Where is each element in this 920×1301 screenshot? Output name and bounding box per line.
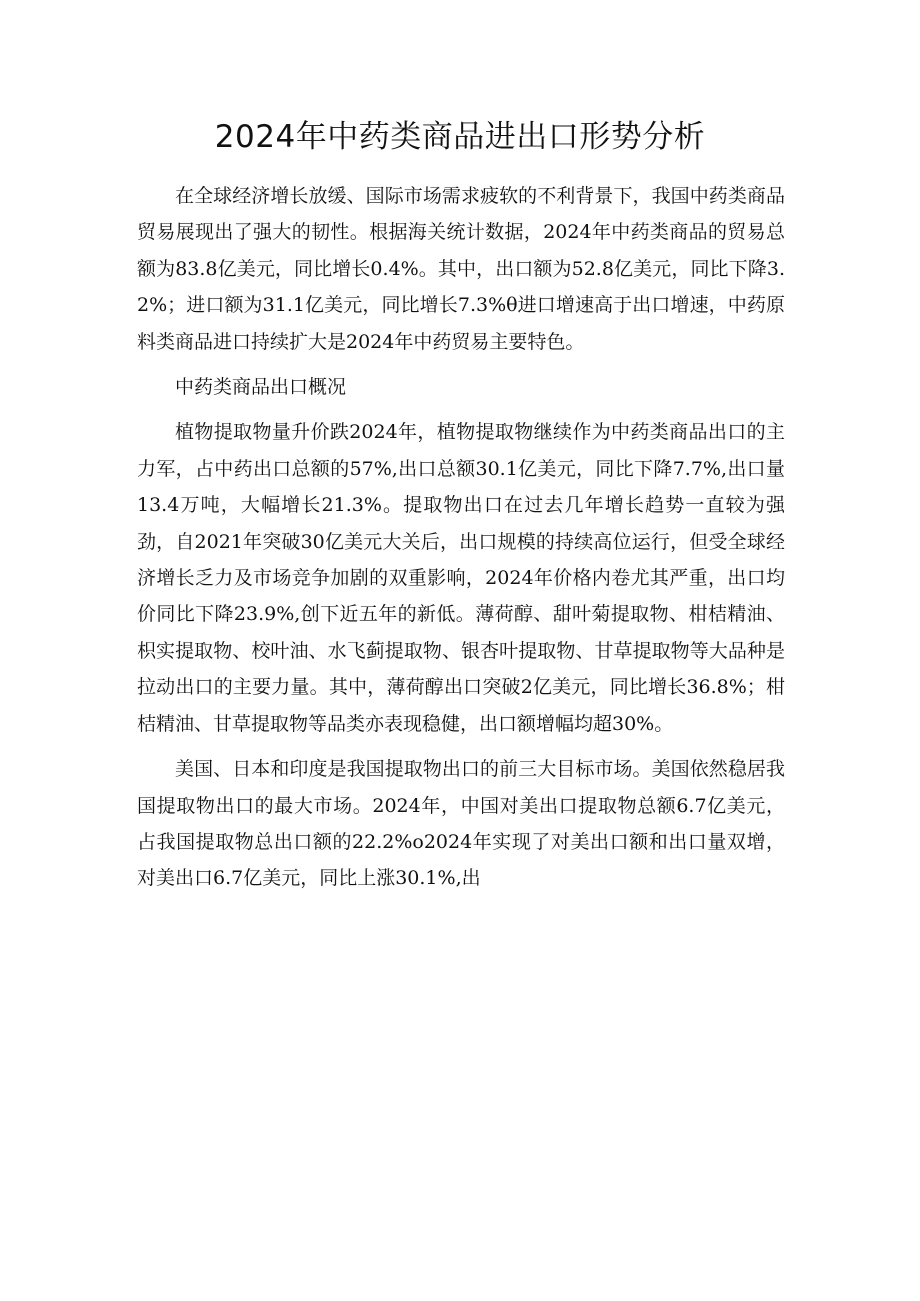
document-title: 2024年中药类商品进出口形势分析	[214, 119, 706, 155]
section-heading: 中药类商品出口概况	[175, 376, 347, 399]
paragraph-export-markets: 美国、日本和印度是我国提取物出口的前三大目标市场。美国依然稳居我国提取物出口的最大市场。2024年，中国对美出口提取物总额6.7亿美元，占我国提取物总出口额的22.2%o2024年实现了对美出口额和出口量双增，对美出口6.7亿美元，同比上涨30.1%,出	[137, 758, 785, 890]
document-body	[137, 178, 785, 906]
paragraph-intro: 在全球经济增长放缓、国际市场需求疲软的不利背景下，我国中药类商品贸易展现出了强大的韧性。根据海关统计数据，2024年中药类商品的贸易总额为83.8亿美元，同比增长0.4%。其中，出口额为52.8亿美元，同比下降3.2%；进口额为31.1亿美元，同比增长7.3%θ进口增速高于出口增速，中药原料类商品进口持续扩大是2024年中药贸易主要特色。	[137, 185, 785, 353]
paragraph-plant-extracts: 植物提取物量升价跌2024年，植物提取物继续作为中药类商品出口的主力军，占中药出口总额的57%,出口总额30.1亿美元，同比下降7.7%,出口量13.4万吨，大幅增长21.3%。提取物出口在过去几年增长趋势一直较为强劲，自2021年突破30亿美元大关后，出口规模的持续高位运行，但受全球经济增长乏力及市场竞争加剧的双重影响，2024年价格内卷尤其严重，出口均价同比下降23.9%,创下近五年的新低。薄荷醇、甜叶菊提取物、柑桔精油、枳实提取物、校叶油、水飞蓟提取物、银杏叶提取物、甘草提取物等大品种是拉动出口的主要力量。其中，薄荷醇出口突破2亿美元，同比增长36.8%；柑桔精油、甘草提取物等品类亦表现稳健，出口额增幅均超30%。	[137, 421, 785, 735]
